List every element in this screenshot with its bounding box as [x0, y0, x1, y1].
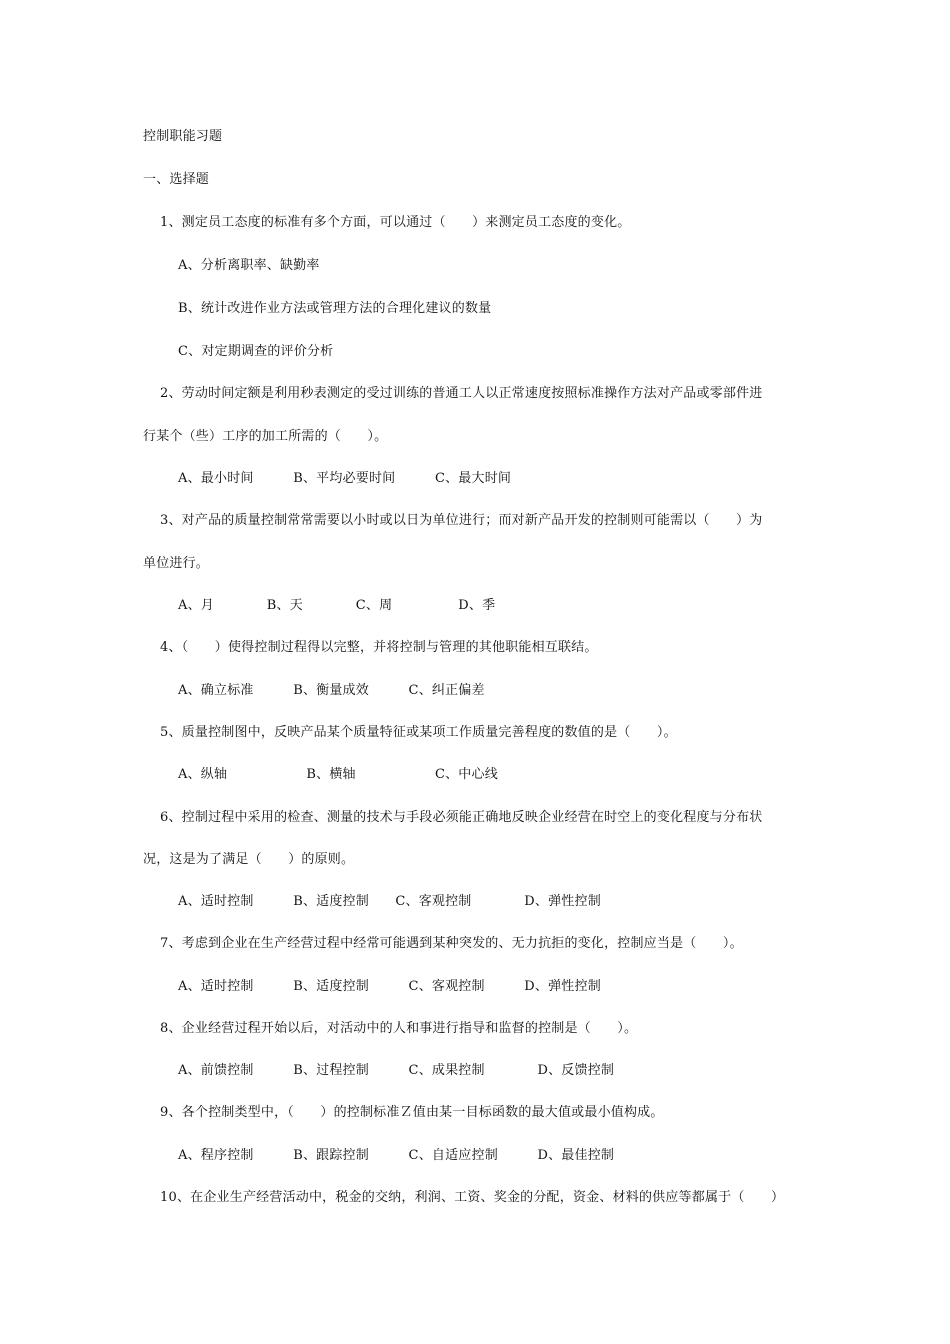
document-title: 控制职能习题 — [143, 129, 223, 144]
question-10-stem: 10、在企业生产经营活动中，税金的交纳，利润、工资、奖金的分配，资金、材料的供应等都属于（ ） — [160, 1190, 785, 1205]
question-2-stem-line-1: 2、劳动时间定额是利用秒表测定的受过训练的普通工人以正常速度按照标准操作方法对产品或零部件进 — [160, 386, 763, 401]
question-1-option-b: B、统计改进作业方法或管理方法的合理化建议的数量 — [178, 301, 492, 316]
question-5-options: A、纵轴 B、横轴 C、中心线 — [178, 767, 498, 782]
question-9-stem: 9、各个控制类型中，（ ）的控制标准Ｚ值由某一目标函数的最大值或最小值构成。 — [160, 1105, 664, 1120]
question-1-stem: 1、测定员工态度的标准有多个方面，可以通过（ ）来测定员工态度的变化。 — [160, 215, 631, 230]
question-5-stem: 5、质量控制图中，反映产品某个质量特征或某项工作质量完善程度的数值的是（ ）。 — [160, 725, 677, 740]
question-9-options: A、程序控制 B、跟踪控制 C、自适应控制 D、最佳控制 — [178, 1148, 615, 1163]
question-7-options: A、适时控制 B、适度控制 C、客观控制 D、弹性控制 — [178, 979, 601, 994]
question-1-option-a: A、分析离职率、缺勤率 — [178, 258, 320, 273]
question-2-stem-line-2: 行某个（些）工序的加工所需的（ ）。 — [143, 429, 388, 444]
question-3-stem-line-2: 单位进行。 — [143, 556, 210, 571]
question-6-stem-line-1: 6、控制过程中采用的检查、测量的技术与手段必须能正确地反映企业经营在时空上的变化程度与分布状 — [160, 810, 763, 825]
section-heading: 一、选择题 — [143, 172, 210, 187]
question-4-stem: 4、（ ）使得控制过程得以完整，并将控制与管理的其他职能相互联结。 — [160, 640, 598, 655]
question-8-stem: 8、企业经营过程开始以后，对活动中的人和事进行指导和监督的控制是（ ）。 — [160, 1021, 638, 1036]
question-7-stem: 7、考虑到企业在生产经营过程中经常可能遇到某种突发的、无力抗拒的变化，控制应当是（ ）。 — [160, 936, 743, 951]
question-2-options: A、最小时间 B、平均必要时间 C、最大时间 — [178, 471, 512, 486]
question-1-option-c: C、对定期调查的评价分析 — [178, 344, 334, 359]
question-8-options: A、前馈控制 B、过程控制 C、成果控制 D、反馈控制 — [178, 1063, 615, 1078]
question-6-options: A、适时控制 B、适度控制 C、客观控制 D、弹性控制 — [178, 894, 601, 909]
question-3-options: A、月 B、天 C、周 D、季 — [178, 598, 496, 613]
question-4-options: A、确立标准 B、衡量成效 C、纠正偏差 — [178, 683, 485, 698]
question-3-stem-line-1: 3、对产品的质量控制常常需要以小时或以日为单位进行；而对新产品开发的控制则可能需以（ ）为 — [160, 513, 763, 528]
question-6-stem-line-2: 况，这是为了满足（ ）的原则。 — [143, 852, 355, 867]
